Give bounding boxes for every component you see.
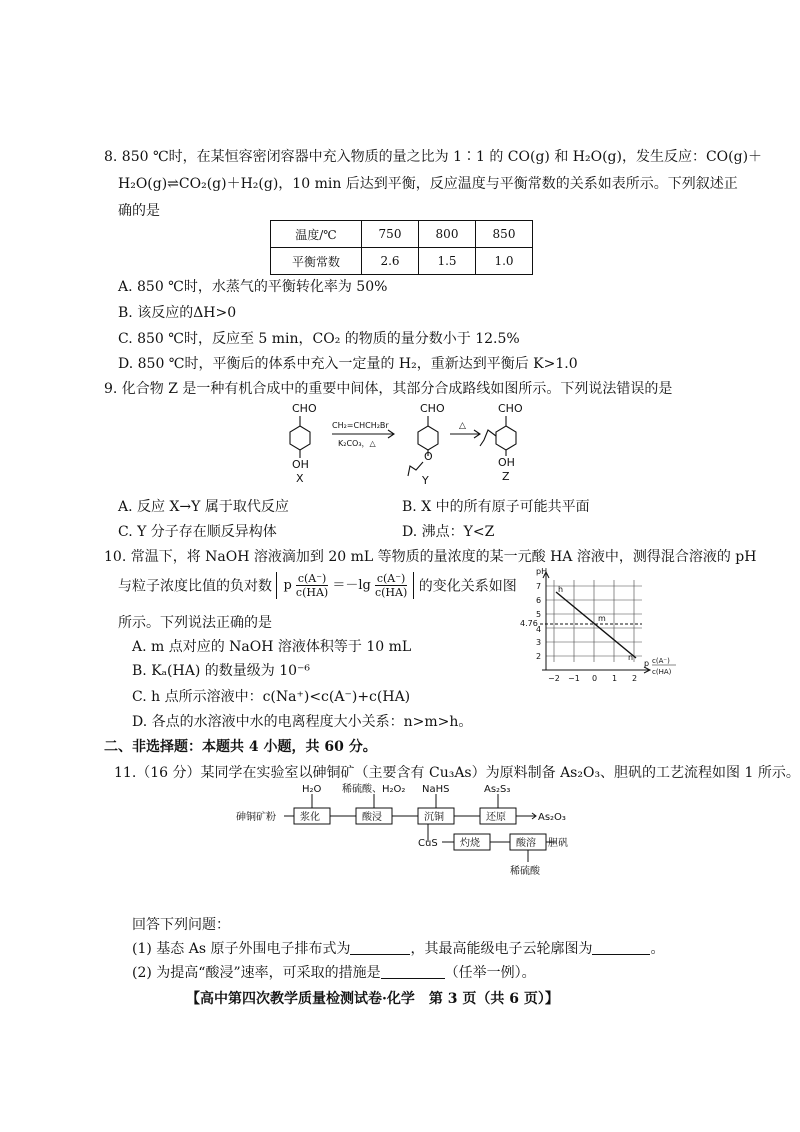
q9-option-c: C. Y 分子存在顺反异构体 bbox=[118, 524, 277, 540]
reagent-top: CH₂=CHCH₂Br bbox=[332, 421, 389, 430]
x-oh-label: OH bbox=[292, 458, 309, 471]
table-cell: 1.0 bbox=[476, 248, 533, 275]
q8-option-d: D. 850 ℃时，平衡后的体系中充入一定量的 H₂，重新达到平衡后 K>1.0 bbox=[118, 356, 578, 372]
q10-stem-line2-text: 与粒子浓度比值的负对数 bbox=[118, 578, 272, 595]
flow-raw-material: 砷铜矿粉 bbox=[236, 812, 276, 823]
q10-option-d: D. 各点的水溶液中水的电离程度大小关系：n>m>h。 bbox=[132, 714, 473, 730]
answer-blank-3[interactable] bbox=[381, 964, 445, 979]
q8-stem-line2: H₂O(g)⇌CO₂(g)＋H₂(g)，10 min 后达到平衡，反应温度与平衡常数的关系如表所示。下列叙述正 bbox=[118, 176, 738, 192]
x-axis-label-p: p bbox=[644, 659, 650, 668]
q8-stem-line1: 8. 850 ℃时，在某恒容密闭容器中充入物质的量之比为 1∶1 的 CO(g) 和 H₂O(g)，发生反应：CO(g)＋ bbox=[104, 149, 763, 165]
x-tick: 1 bbox=[612, 674, 618, 683]
q11-sub2 bbox=[132, 962, 536, 982]
x-cho-label: CHO bbox=[292, 402, 317, 415]
flow-add-nahs: NaHS bbox=[422, 784, 450, 795]
z-cho-label: CHO bbox=[498, 402, 523, 415]
data-line bbox=[556, 592, 636, 658]
x-axis-label-den: c(HA) bbox=[652, 668, 672, 676]
answer-blank-2[interactable] bbox=[592, 940, 650, 955]
table-cell: 800 bbox=[419, 221, 476, 248]
formula-eq: ＝－lg bbox=[332, 578, 371, 593]
q11-answer-prompt: 回答下列问题： bbox=[132, 917, 230, 933]
section-2-heading: 二、非选择题：本题共 4 小题，共 60 分。 bbox=[104, 739, 377, 755]
flow-add-water: H₂O bbox=[302, 784, 322, 795]
q11-sub1 bbox=[132, 938, 664, 958]
table-row bbox=[271, 248, 533, 275]
y-tick: 6 bbox=[536, 596, 542, 605]
flow-add-acid-h2o2: 稀硫酸、H₂O₂ bbox=[342, 784, 406, 795]
answer-blank-1[interactable] bbox=[350, 940, 410, 955]
y-tick: 4 bbox=[536, 625, 542, 634]
x-tick: 2 bbox=[632, 674, 638, 683]
flow-step-slurry: 浆化 bbox=[300, 812, 320, 823]
table-cell: 850 bbox=[476, 221, 533, 248]
table-header-temp: 温度/℃ bbox=[271, 221, 362, 248]
q10-stem-line2 bbox=[118, 572, 517, 608]
y-axis-label: pH bbox=[536, 567, 548, 576]
flow-step-acid-dissolve: 酸溶 bbox=[516, 838, 536, 849]
q10-option-b: B. Kₐ(HA) 的数量级为 10⁻⁶ bbox=[132, 663, 311, 679]
q8-stem-line3: 确的是 bbox=[118, 203, 160, 219]
table-cell: 2.6 bbox=[362, 248, 419, 275]
q9-option-b: B. X 中的所有原子可能共平面 bbox=[402, 499, 590, 515]
q8-option-a: A. 850 ℃时，水蒸气的平衡转化率为 50% bbox=[118, 279, 388, 295]
y-o-label: O bbox=[424, 450, 433, 463]
y-tick: 3 bbox=[536, 638, 542, 647]
formula-den-2: c(HA) bbox=[374, 586, 408, 599]
benzene-ring-z bbox=[496, 426, 516, 450]
page-footer: 【高中第四次教学质量检测试卷·化学 第 3 页（共 6 页）】 bbox=[186, 991, 559, 1007]
q11-sub1-part3: 。 bbox=[650, 941, 665, 957]
flow-add-dilute-acid: 稀硫酸 bbox=[510, 866, 540, 877]
y-label: Y bbox=[422, 474, 429, 487]
q11-sub2-part2: （任举一例）。 bbox=[444, 965, 536, 981]
table-cell: 750 bbox=[362, 221, 419, 248]
benzene-ring-y bbox=[418, 426, 438, 450]
q10-stem-line2-tail: 的变化关系如图 bbox=[418, 578, 517, 595]
x-tick: −1 bbox=[568, 674, 580, 683]
heat-label: △ bbox=[459, 421, 466, 431]
q9-stem: 9. 化合物 Z 是一种有机合成中的重要中间体，其部分合成路线如图所示。下列说法错误的是 bbox=[104, 381, 673, 397]
q11-stem: 11.（16 分）某同学在实验室以砷铜矿（主要含有 Cu₃As）为原料制备 As₂O₃、胆矾的工艺流程如图 1 所示。 bbox=[114, 765, 800, 781]
point-h-label: h bbox=[558, 585, 564, 594]
flow-step-precip: 沉铜 bbox=[424, 812, 444, 823]
q8-option-c: C. 850 ℃时，反应至 5 min，CO₂ 的物质的量分数小于 12.5% bbox=[118, 331, 520, 347]
formula-p: p bbox=[283, 578, 292, 593]
q10-ph-graph bbox=[522, 566, 692, 688]
flow-step-leach: 酸浸 bbox=[362, 812, 382, 823]
q9-option-d: D. 沸点：Y<Z bbox=[402, 524, 495, 540]
x-label: X bbox=[296, 472, 304, 485]
q10-option-a: A. m 点对应的 NaOH 溶液体积等于 10 mL bbox=[132, 639, 412, 655]
formula-den: c(HA) bbox=[295, 586, 329, 599]
z-oh-label: OH bbox=[498, 456, 515, 469]
q11-sub1-part1: (1) 基态 As 原子外围电子排布式为 bbox=[132, 941, 351, 957]
q11-sub2-part1: (2) 为提高“酸浸”速率，可采取的措施是 bbox=[132, 965, 381, 981]
z-label: Z bbox=[502, 470, 510, 483]
point-n-label: n bbox=[628, 653, 634, 662]
q10-option-c: C. h 点所示溶液中：c(Na⁺)<c(A⁻)+c(HA) bbox=[132, 689, 411, 705]
q11-flow-chart bbox=[236, 784, 576, 880]
q8-equilibrium-table bbox=[270, 220, 533, 275]
bracket-formula bbox=[276, 572, 414, 599]
flow-step-roast: 灼烧 bbox=[460, 838, 480, 849]
flow-product-as2o3: As₂O₃ bbox=[538, 812, 566, 823]
x-axis-label-num: c(A⁻) bbox=[652, 657, 670, 665]
q9-option-a: A. 反应 X→Y 属于取代反应 bbox=[118, 499, 289, 515]
y-cho-label: CHO bbox=[420, 402, 445, 415]
reagent-bottom: K₂CO₃，△ bbox=[338, 439, 376, 448]
q9-reaction-scheme bbox=[270, 396, 570, 486]
table-header-k: 平衡常数 bbox=[271, 248, 362, 275]
q10-stem-line1: 10. 常温下，将 NaOH 溶液滴加到 20 mL 等物质的量浓度的某一元酸 HA 溶液中，测得混合溶液的 pH bbox=[104, 549, 757, 565]
table-row bbox=[271, 221, 533, 248]
q11-sub1-part2: ，其最高能级电子云轮廓图为 bbox=[410, 941, 593, 957]
special-tick: 4.76 bbox=[520, 619, 538, 628]
formula-num-2: c(A⁻) bbox=[376, 572, 406, 585]
q8-option-b: B. 该反应的ΔH>0 bbox=[118, 305, 237, 321]
y-tick: 5 bbox=[536, 610, 542, 619]
q10-stem-line3: 所示。下列说法正确的是 bbox=[118, 615, 272, 631]
x-tick: −2 bbox=[548, 674, 560, 683]
point-m-label: m bbox=[598, 614, 606, 623]
benzene-ring-x bbox=[290, 426, 310, 450]
flow-cus: CuS bbox=[418, 838, 438, 849]
table-cell: 1.5 bbox=[419, 248, 476, 275]
flow-add-as2s3: As₂S₃ bbox=[484, 784, 511, 795]
flow-step-reduce: 还原 bbox=[486, 812, 506, 823]
flow-product-bluevitriol: 胆矾 bbox=[548, 838, 568, 849]
y-tick: 2 bbox=[536, 652, 542, 661]
x-tick: 0 bbox=[592, 674, 598, 683]
y-tick: 7 bbox=[536, 582, 542, 591]
formula-num: c(A⁻) bbox=[297, 572, 327, 585]
